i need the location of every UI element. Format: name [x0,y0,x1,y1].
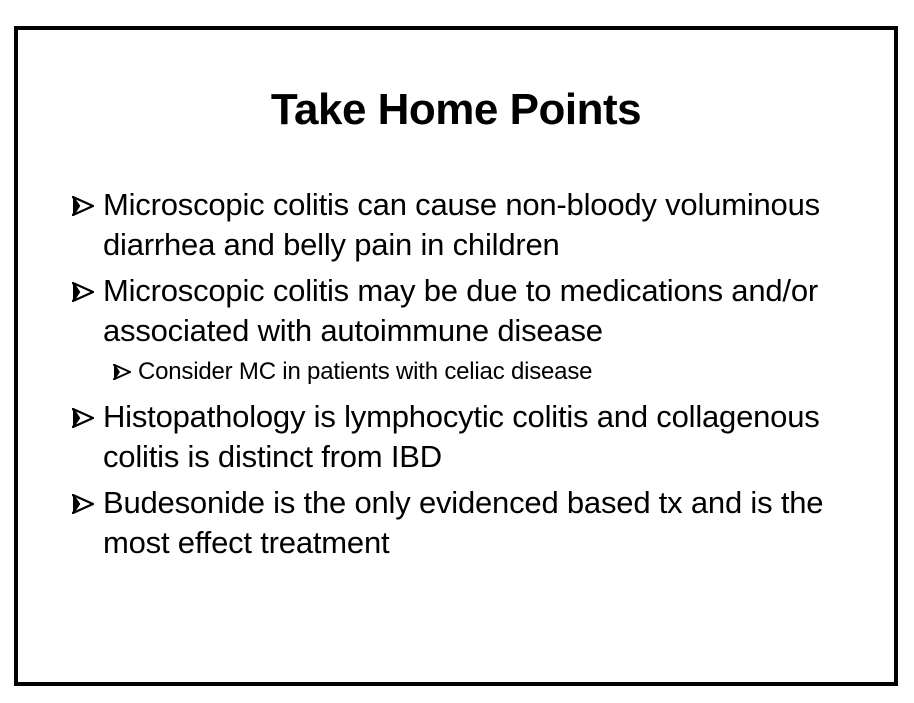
slide-frame [14,26,898,686]
bullet-text: Microscopic colitis may be due to medications and/or associated with autoimmune disease [103,273,818,348]
arrowhead-bullet-icon [70,397,98,437]
bullet-text: Histopathology is lymphocytic colitis and collagenous colitis is distinct from IBD [103,399,820,474]
arrowhead-bullet-icon [70,185,98,225]
bullet-item [70,397,870,477]
bullet-item [70,483,870,563]
slide-title: Take Home Points [270,85,642,134]
bullet-item [70,185,870,265]
arrowhead-bullet-icon [70,271,98,311]
arrowhead-bullet-icon [112,357,134,387]
bullet-list [70,185,870,569]
bullet-text: Budesonide is the only evidenced based tx and is the most effect treatment [103,485,824,560]
sub-bullet-item [112,357,870,387]
arrowhead-bullet-icon [70,483,98,523]
sub-bullet-text: Consider MC in patients with celiac disease [138,358,593,385]
bullet-text: Microscopic colitis can cause non-bloody voluminous diarrhea and belly pain in children [103,187,820,262]
bullet-item [70,271,870,351]
